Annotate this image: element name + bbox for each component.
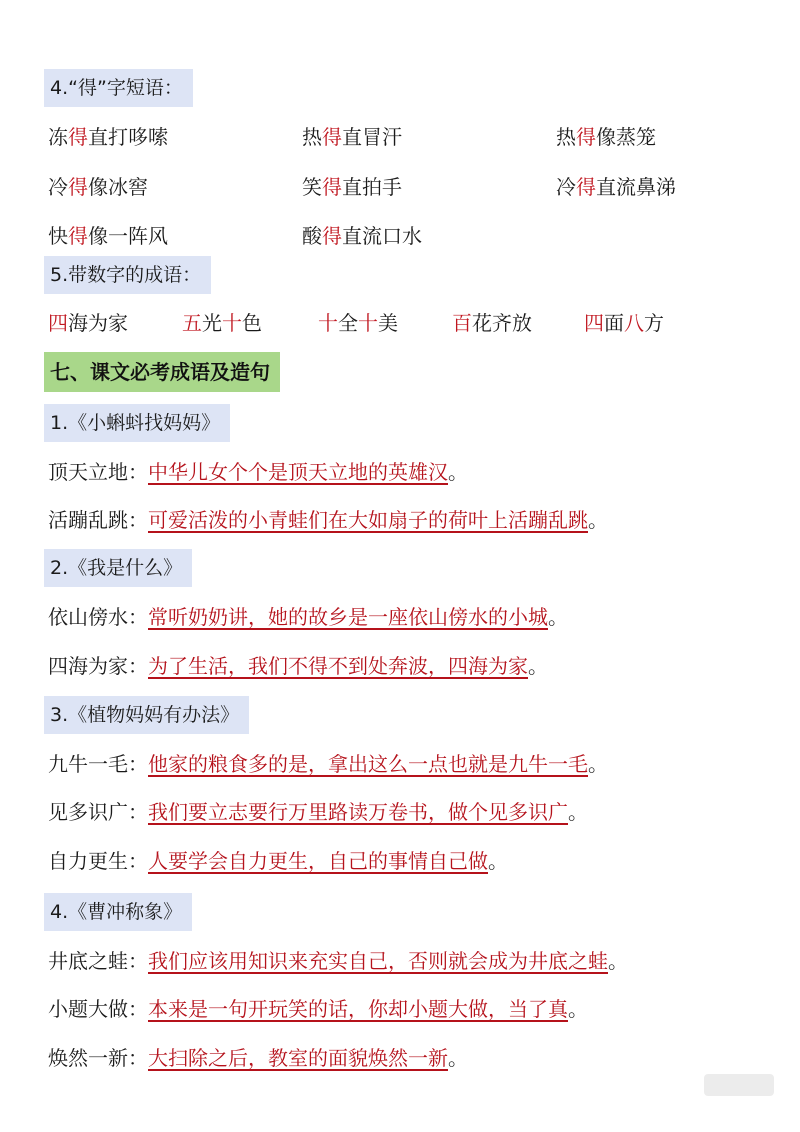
de-phrase: 冷得像冰窖 (48, 175, 148, 199)
idiom-sentence-entry: 活蹦乱跳：可爱活泼的小青蛙们在大如扇子的荷叶上活蹦乱跳。 (48, 508, 608, 532)
example-sentence: 大扫除之后，教室的面貌焕然一新 (148, 1046, 448, 1070)
idiom: 焕然一新 (48, 1046, 128, 1070)
idiom-sentence-entry: 依山傍水：常听奶奶讲，她的故乡是一座依山傍水的小城。 (48, 605, 568, 629)
lesson-title: 2.《我是什么》 (44, 549, 192, 587)
number-idiom: 十全十美 (318, 311, 398, 335)
example-sentence: 为了生活，我们不得不到处奔波，四海为家 (148, 654, 528, 678)
section-7-heading: 七、课文必考成语及造句 (44, 352, 280, 392)
lesson-title: 1.《小蝌蚪找妈妈》 (44, 404, 230, 442)
example-sentence: 我们应该用知识来充实自己，否则就会成为井底之蛙 (148, 949, 608, 973)
idiom: 自力更生 (48, 849, 128, 873)
example-sentence: 人要学会自力更生，自己的事情自己做 (148, 849, 488, 873)
idiom: 见多识广 (48, 800, 128, 824)
number-idiom: 四面八方 (584, 311, 664, 335)
de-phrase: 快得像一阵风 (48, 224, 168, 248)
example-sentence: 我们要立志要行万里路读万卷书，做个见多识广 (148, 800, 568, 824)
idiom: 九牛一毛 (48, 752, 128, 776)
de-phrase: 热得直冒汗 (302, 125, 402, 149)
idiom: 小题大做 (48, 997, 128, 1021)
example-sentence: 本来是一句开玩笑的话，你却小题大做，当了真 (148, 997, 568, 1021)
de-phrase: 热得像蒸笼 (556, 125, 656, 149)
idiom-sentence-entry: 见多识广：我们要立志要行万里路读万卷书，做个见多识广。 (48, 800, 588, 824)
idiom-sentence-entry: 四海为家：为了生活，我们不得不到处奔波，四海为家。 (48, 654, 548, 678)
idiom: 四海为家 (48, 654, 128, 678)
de-phrase: 冷得直流鼻涕 (556, 175, 676, 199)
idiom-sentence-entry: 小题大做：本来是一句开玩笑的话，你却小题大做，当了真。 (48, 997, 588, 1021)
number-idiom: 百花齐放 (452, 311, 532, 335)
de-phrase: 笑得直拍手 (302, 175, 402, 199)
lesson-title: 3.《植物妈妈有办法》 (44, 696, 249, 734)
example-sentence: 常听奶奶讲，她的故乡是一座依山傍水的小城 (148, 605, 548, 629)
number-idiom: 四海为家 (48, 311, 128, 335)
section-5-heading: 5.带数字的成语： (44, 256, 211, 294)
idiom-sentence-entry: 井底之蛙：我们应该用知识来充实自己，否则就会成为井底之蛙。 (48, 949, 628, 973)
idiom-sentence-entry: 顶天立地：中华儿女个个是顶天立地的英雄汉。 (48, 460, 468, 484)
idiom: 顶天立地 (48, 460, 128, 484)
number-idiom: 五光十色 (182, 311, 262, 335)
example-sentence: 可爱活泼的小青蛙们在大如扇子的荷叶上活蹦乱跳 (148, 508, 588, 532)
example-sentence: 他家的粮食多的是，拿出这么一点也就是九牛一毛 (148, 752, 588, 776)
section-4-heading: 4.“得”字短语： (44, 69, 193, 107)
idiom: 活蹦乱跳 (48, 508, 128, 532)
idiom: 井底之蛙 (48, 949, 128, 973)
lesson-title: 4.《曹冲称象》 (44, 893, 192, 931)
de-phrase: 酸得直流口水 (302, 224, 422, 248)
example-sentence: 中华儿女个个是顶天立地的英雄汉 (148, 460, 448, 484)
idiom-sentence-entry: 九牛一毛：他家的粮食多的是，拿出这么一点也就是九牛一毛。 (48, 752, 608, 776)
idiom: 依山傍水 (48, 605, 128, 629)
watermark-logo (704, 1074, 774, 1096)
idiom-sentence-entry: 焕然一新：大扫除之后，教室的面貌焕然一新。 (48, 1046, 468, 1070)
idiom-sentence-entry: 自力更生：人要学会自力更生，自己的事情自己做。 (48, 849, 508, 873)
de-phrase: 冻得直打哆嗦 (48, 125, 168, 149)
